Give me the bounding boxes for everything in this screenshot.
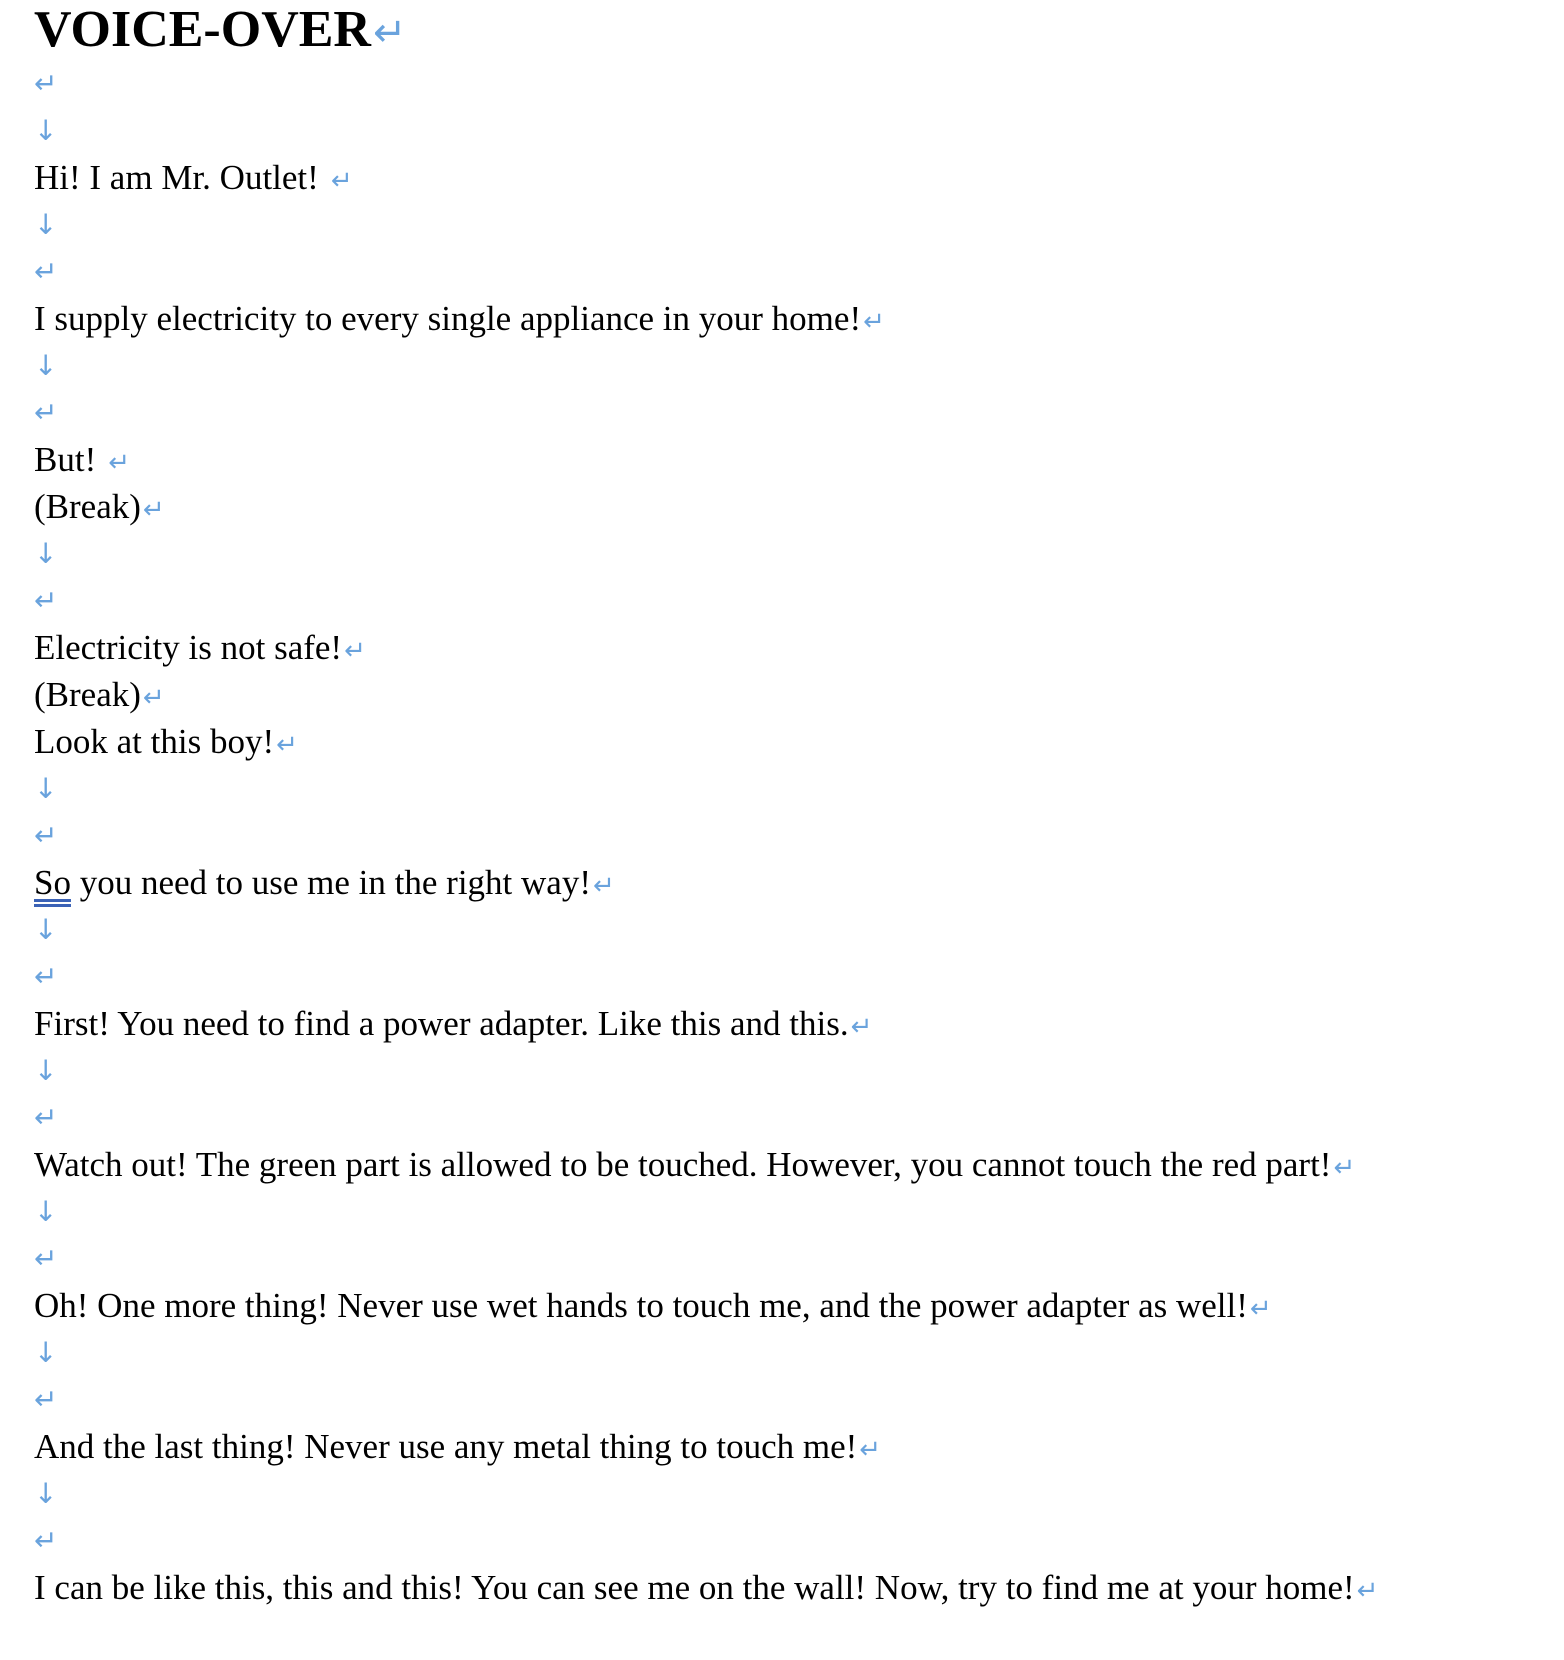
- line-break-2: (Break)↵: [34, 675, 165, 714]
- paragraph-mark-icon: ↵: [34, 1242, 58, 1275]
- down-arrow-icon: ↓: [34, 1336, 58, 1369]
- paragraph-mark-icon: ↵: [34, 255, 58, 288]
- paragraph-mark-icon: ↵: [850, 1012, 873, 1042]
- down-arrow-icon: ↓: [34, 1054, 58, 1087]
- paragraph-mark-icon: ↵: [1249, 1294, 1272, 1324]
- document-body: [34, 0, 1544, 1615]
- paragraph-mark-icon: ↵: [108, 448, 131, 478]
- line-watch-out: Watch out! The green part is allowed to be touched. However, you cannot touch the red part!↵: [34, 1145, 1356, 1184]
- line-wet-hands: Oh! One more thing! Never use wet hands to touch me, and the power adapter as well!↵: [34, 1286, 1272, 1325]
- paragraph-mark-icon: ↵: [276, 730, 298, 760]
- paragraph-mark-icon: ↵: [34, 67, 58, 100]
- paragraph-mark-icon: ↵: [34, 1524, 58, 1557]
- line-break-1: (Break)↵: [34, 487, 165, 526]
- paragraph-mark-icon: ↵: [142, 495, 165, 525]
- paragraph-mark-icon: ↵: [330, 166, 353, 196]
- line-not-safe: Electricity is not safe!↵: [34, 628, 366, 667]
- line-greeting: Hi! I am Mr. Outlet! ↵: [34, 158, 353, 197]
- paragraph-mark-icon: ↵: [859, 1435, 882, 1465]
- paragraph-mark-icon: ↵: [34, 960, 58, 993]
- down-arrow-icon: ↓: [34, 913, 58, 946]
- document-title: [34, 0, 1544, 60]
- paragraph-mark-icon: ↵: [344, 636, 366, 666]
- down-arrow-icon: ↓: [34, 114, 58, 147]
- paragraph-mark-icon: ↵: [34, 1101, 58, 1134]
- down-arrow-icon: ↓: [34, 1195, 58, 1228]
- paragraph-mark-icon: ↵: [1356, 1576, 1379, 1606]
- down-arrow-icon: ↓: [34, 537, 58, 570]
- paragraph-mark-icon: ↵: [34, 819, 58, 852]
- paragraph-mark-icon: ↵: [34, 584, 58, 617]
- down-arrow-icon: ↓: [34, 1477, 58, 1510]
- line-right-way: So you need to use me in the right way!↵: [34, 863, 615, 902]
- paragraph-mark-icon: ↵: [592, 871, 615, 901]
- paragraph-mark-icon: ↵: [34, 1383, 58, 1416]
- down-arrow-icon: ↓: [34, 349, 58, 382]
- line-metal-thing: And the last thing! Never use any metal thing to touch me!↵: [34, 1427, 882, 1466]
- paragraph-mark-icon: ↵: [863, 307, 885, 337]
- paragraph-mark-icon: ↵: [1333, 1153, 1356, 1183]
- down-arrow-icon: ↓: [34, 208, 58, 241]
- line-supply: I supply electricity to every single appliance in your home!↵: [34, 299, 885, 338]
- line-find-me: I can be like this, this and this! You can see me on the wall! Now, try to find me at your home!↵: [34, 1568, 1379, 1607]
- paragraph-mark-icon: ↵: [34, 396, 58, 429]
- grammar-flagged-word: So: [34, 863, 71, 902]
- line-look-boy: Look at this boy!↵: [34, 722, 298, 761]
- paragraph-mark-icon: ↵: [142, 683, 165, 713]
- paragraph-mark-icon: ↵: [372, 10, 407, 56]
- line-power-adapter: First! You need to find a power adapter. Like this and this.↵: [34, 1004, 873, 1043]
- down-arrow-icon: ↓: [34, 772, 58, 805]
- line-but: But! ↵: [34, 440, 131, 479]
- title-text: VOICE-OVER: [34, 1, 371, 58]
